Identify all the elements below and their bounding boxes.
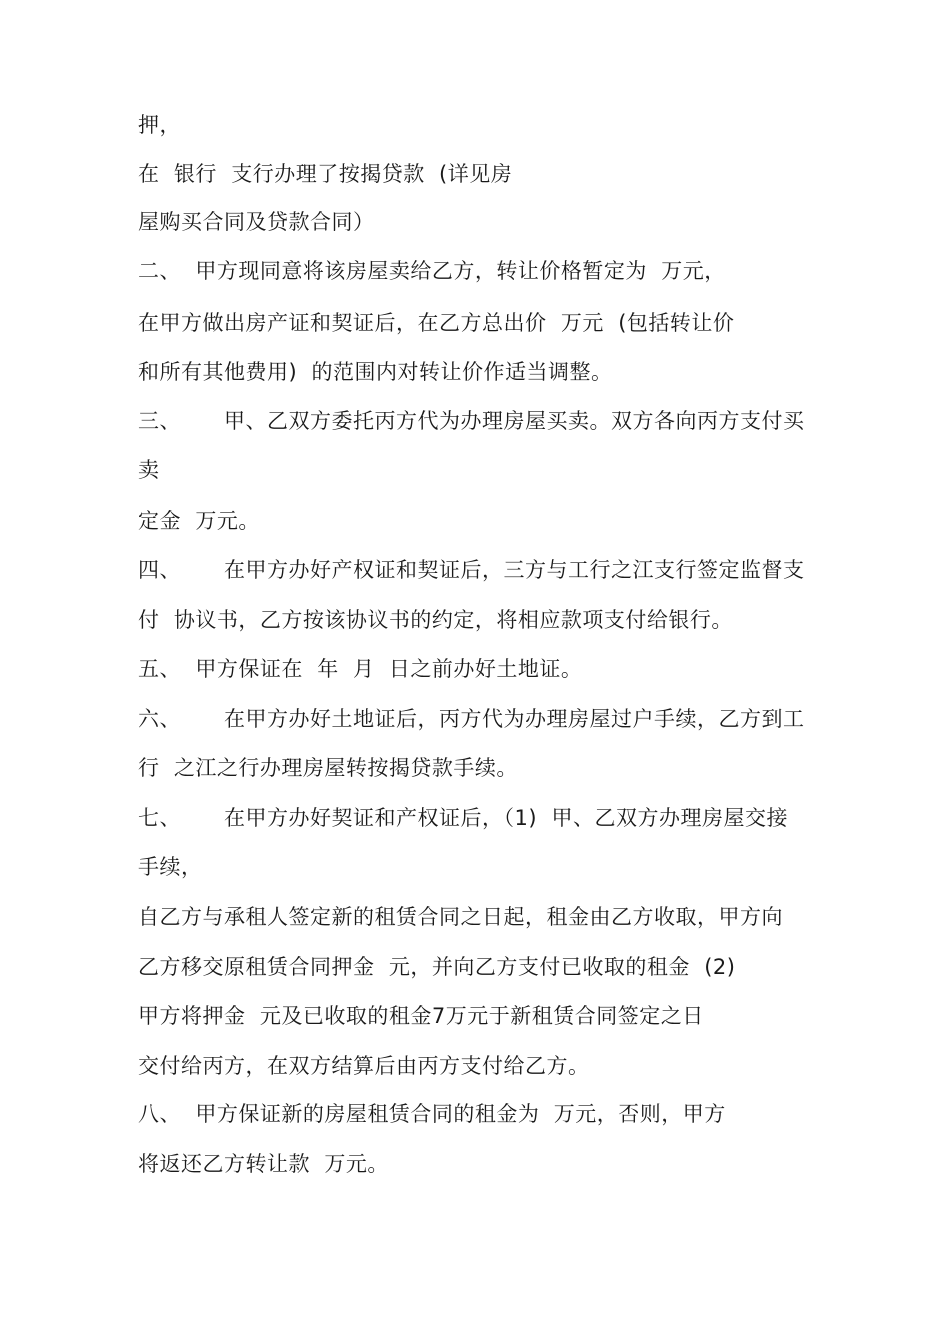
- clause-7-heading: 七、 在甲方办好契证和产权证后，（1) 甲、乙双方办理房屋交接: [138, 806, 788, 830]
- clause-8-heading: 八、 甲方保证新的房屋租赁合同的租金为 万元，否则，甲方: [138, 1102, 726, 1126]
- text-line: 在 银行 支行办理了按揭贷款 (详见房: [138, 162, 513, 186]
- text-line: 乙方移交原租赁合同押金 元，并向乙方支付已收取的租金 (2): [138, 955, 736, 979]
- text-line: 定金 万元。: [138, 509, 260, 533]
- text-line: 在甲方做出房产证和契证后，在乙方总出价 万元 (包括转让价: [138, 311, 735, 335]
- clause-3-heading: 三、 甲、乙双方委托丙方代为办理房屋买卖。双方各向丙方支付买: [138, 409, 805, 433]
- text-line: 行 之江之行办理房屋转按揭贷款手续。: [138, 756, 518, 780]
- text-line: 甲方将押金 元及已收取的租金7万元于新租赁合同签定之日: [138, 1004, 704, 1028]
- text-line: 手续，: [138, 855, 203, 879]
- text-line: 自乙方与承租人签定新的租赁合同之日起，租金由乙方收取，甲方向: [138, 905, 783, 929]
- clause-2-heading: 二、 甲方现同意将该房屋卖给乙方，转让价格暂定为 万元，: [138, 259, 726, 283]
- clause-5-heading: 五、 甲方保证在 年 月 日之前办好土地证。: [138, 657, 583, 681]
- text-line: 付 协议书，乙方按该协议书的约定，将相应款项支付给银行。: [138, 608, 733, 632]
- text-line: 屋购买合同及贷款合同）: [138, 210, 375, 234]
- text-line: 和所有其他费用) 的范围内对转让价作适当调整。: [138, 360, 613, 384]
- text-line: 将返还乙方转让款 万元。: [138, 1152, 389, 1176]
- text-line: 卖: [138, 458, 160, 482]
- text-line: 押，: [138, 113, 181, 137]
- clause-6-heading: 六、 在甲方办好土地证后，丙方代为办理房屋过户手续，乙方到工: [138, 707, 805, 731]
- clause-4-heading: 四、 在甲方办好产权证和契证后，三方与工行之江支行签定监督支: [138, 558, 805, 582]
- text-line: 交付给丙方，在双方结算后由丙方支付给乙方。: [138, 1054, 590, 1078]
